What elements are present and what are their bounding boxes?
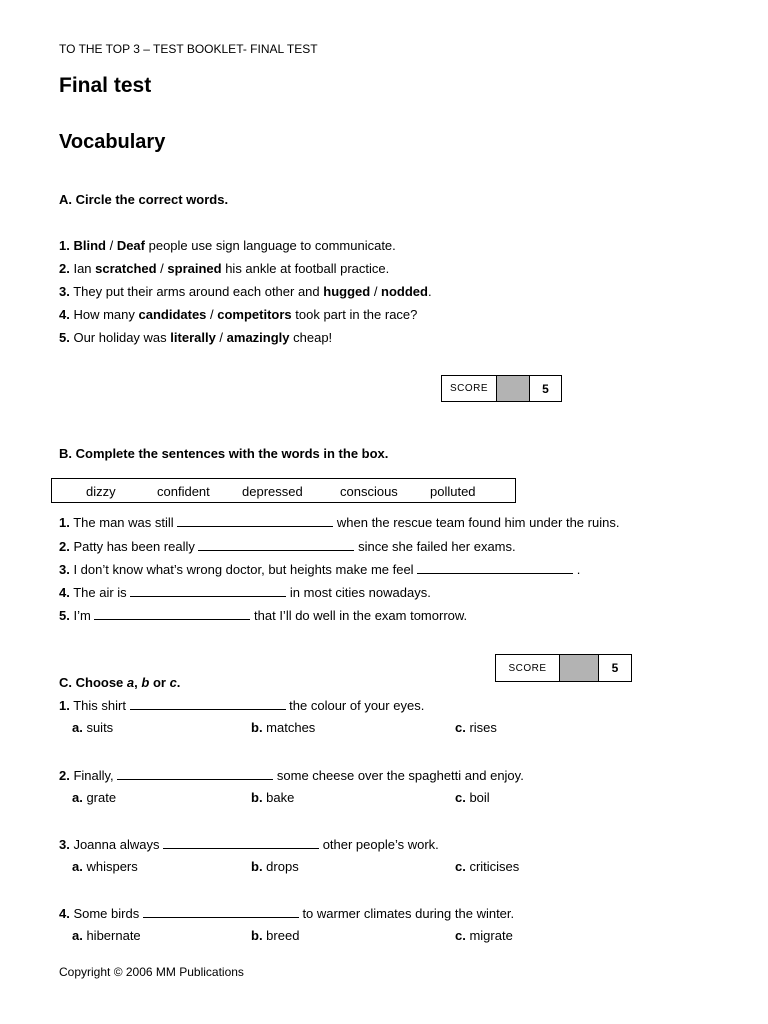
choice-word-1[interactable]: scratched <box>95 261 157 276</box>
choice-word-2[interactable]: amazingly <box>226 330 290 345</box>
item-text: The man was still <box>69 515 178 530</box>
item-text: in most cities nowadays. <box>286 585 431 600</box>
item-number: 5. <box>59 330 70 345</box>
part-c-item-1 <box>59 697 424 713</box>
item-text: took part in the race? <box>291 307 418 322</box>
answer-blank[interactable] <box>177 514 333 527</box>
item-text: people use sign language to communicate. <box>145 238 396 253</box>
option-letter: c. <box>455 859 466 874</box>
option-letter: a. <box>72 790 83 805</box>
item-text: I don’t know what’s wrong doctor, but heights make me feel <box>69 562 418 577</box>
score-box-a <box>441 375 562 402</box>
instruction-text: or <box>149 675 170 690</box>
item-text: other people’s work. <box>319 837 439 852</box>
word-box <box>51 478 516 503</box>
instruction-text: C. Choose <box>59 675 127 690</box>
instruction-letter: c <box>169 675 177 690</box>
option-b[interactable] <box>251 720 315 735</box>
score-label: SCORE <box>442 376 497 401</box>
option-text: hibernate <box>82 928 141 943</box>
word-box-word: depressed <box>242 484 303 499</box>
part-a-item-1 <box>59 238 396 253</box>
option-text: whispers <box>82 859 138 874</box>
option-text: rises <box>465 720 497 735</box>
item-text: . <box>573 562 581 577</box>
word-box-word: polluted <box>430 484 476 499</box>
part-c-instruction <box>59 675 180 690</box>
item-text: They put their arms around each other and <box>69 284 324 299</box>
page-title: Final test <box>59 74 152 97</box>
choice-word-2[interactable]: sprained <box>167 261 222 276</box>
part-c-item-3 <box>59 836 439 852</box>
instruction-text: , <box>134 675 142 690</box>
word-box-word: confident <box>157 484 210 499</box>
option-a[interactable] <box>72 790 116 805</box>
item-number: 3. <box>59 284 70 299</box>
choice-separator: / <box>156 261 168 276</box>
option-a[interactable] <box>72 859 138 874</box>
option-letter: a. <box>72 928 83 943</box>
item-text: since she failed her exams. <box>354 539 516 554</box>
option-text: suits <box>82 720 114 735</box>
part-a-item-4 <box>59 307 417 322</box>
score-label: SCORE <box>496 655 560 681</box>
option-a[interactable] <box>72 720 113 735</box>
part-b-item-5 <box>59 607 467 623</box>
option-text: breed <box>262 928 300 943</box>
score-max: 5 <box>542 381 549 396</box>
page-header: TO THE TOP 3 – TEST BOOKLET- FINAL TEST <box>59 42 318 56</box>
choice-word-1[interactable]: hugged <box>323 284 371 299</box>
part-b-item-2 <box>59 538 516 554</box>
choice-separator: / <box>105 238 117 253</box>
option-letter: c. <box>455 928 466 943</box>
score-input[interactable] <box>497 376 530 401</box>
item-text: the colour of your eyes. <box>285 698 425 713</box>
item-number: 5. <box>59 608 70 623</box>
item-text: some cheese over the spaghetti and enjoy. <box>273 768 524 783</box>
option-c[interactable] <box>455 859 519 874</box>
item-text: The air is <box>69 585 131 600</box>
option-letter: c. <box>455 720 466 735</box>
item-text: Some birds <box>69 906 143 921</box>
choice-separator: / <box>370 284 382 299</box>
option-a[interactable] <box>72 928 141 943</box>
option-letter: b. <box>251 720 263 735</box>
item-number: 4. <box>59 585 70 600</box>
item-text: his ankle at football practice. <box>221 261 390 276</box>
part-b-item-3 <box>59 561 580 577</box>
part-a-item-3 <box>59 284 432 299</box>
choice-separator: / <box>215 330 227 345</box>
item-text: . <box>427 284 432 299</box>
item-text: How many <box>69 307 139 322</box>
option-c[interactable] <box>455 790 490 805</box>
option-b[interactable] <box>251 928 299 943</box>
part-a-item-2 <box>59 261 389 276</box>
item-text: when the rescue team found him under the ruins. <box>333 515 620 530</box>
choice-word-1[interactable]: literally <box>170 330 216 345</box>
item-text: that I’ll do well in the exam tomorrow. <box>250 608 468 623</box>
item-text: Finally, <box>69 768 118 783</box>
option-c[interactable] <box>455 720 497 735</box>
instruction-letter: b <box>141 675 150 690</box>
choice-word-2[interactable]: nodded <box>381 284 428 299</box>
answer-blank[interactable] <box>417 561 573 574</box>
score-input[interactable] <box>560 655 599 681</box>
answer-blank[interactable] <box>163 836 319 849</box>
part-a-item-5 <box>59 330 332 345</box>
part-a-instruction: A. Circle the correct words. <box>59 192 229 207</box>
copyright-footer: Copyright © 2006 MM Publications <box>59 965 244 979</box>
item-number: 4. <box>59 906 70 921</box>
instruction-letter: a <box>126 675 135 690</box>
part-b-item-1 <box>59 514 619 530</box>
word-box-word: dizzy <box>86 484 116 499</box>
part-c-item-4 <box>59 905 514 921</box>
item-text: to warmer climates during the winter. <box>298 906 515 921</box>
option-text: matches <box>262 720 316 735</box>
option-text: bake <box>262 790 295 805</box>
answer-blank[interactable] <box>143 905 299 918</box>
item-text: Joanna always <box>69 837 164 852</box>
option-text: migrate <box>465 928 513 943</box>
item-text: I’m <box>69 608 95 623</box>
option-letter: b. <box>251 928 263 943</box>
choice-word-2[interactable]: Deaf <box>116 238 145 253</box>
option-text: grate <box>82 790 117 805</box>
option-text: drops <box>262 859 299 874</box>
part-b-instruction: B. Complete the sentences with the words in the box. <box>59 446 389 461</box>
choice-word-2[interactable]: competitors <box>217 307 292 322</box>
option-letter: b. <box>251 859 263 874</box>
answer-blank[interactable] <box>130 697 286 710</box>
item-number: 1. <box>59 698 70 713</box>
instruction-text: . <box>176 675 181 690</box>
item-text: This shirt <box>69 698 130 713</box>
item-text: Ian <box>69 261 96 276</box>
option-text: boil <box>465 790 490 805</box>
choice-separator: / <box>206 307 218 322</box>
part-b-item-4 <box>59 584 431 600</box>
item-text: cheap! <box>289 330 333 345</box>
item-number: 4. <box>59 307 70 322</box>
item-text: Our holiday was <box>69 330 171 345</box>
option-b[interactable] <box>251 790 294 805</box>
item-number: 1. <box>59 515 70 530</box>
answer-blank[interactable] <box>94 607 250 620</box>
option-c[interactable] <box>455 928 513 943</box>
option-letter: a. <box>72 859 83 874</box>
item-number: 2. <box>59 261 70 276</box>
item-number: 3. <box>59 562 70 577</box>
option-letter: c. <box>455 790 466 805</box>
option-letter: b. <box>251 790 263 805</box>
item-text: Patty has been really <box>69 539 199 554</box>
item-number: 1. <box>59 238 70 253</box>
answer-blank[interactable] <box>130 584 286 597</box>
answer-blank[interactable] <box>198 538 354 551</box>
choice-word-1[interactable]: candidates <box>138 307 207 322</box>
part-c-item-2 <box>59 767 524 783</box>
choice-word-1[interactable]: Blind <box>73 238 106 253</box>
option-text: criticises <box>465 859 520 874</box>
answer-blank[interactable] <box>117 767 273 780</box>
word-box-word: conscious <box>340 484 398 499</box>
item-number: 3. <box>59 837 70 852</box>
item-number: 2. <box>59 768 70 783</box>
option-b[interactable] <box>251 859 299 874</box>
score-box-b <box>495 654 632 682</box>
section-title: Vocabulary <box>59 131 166 153</box>
score-max: 5 <box>611 661 619 675</box>
item-number: 2. <box>59 539 70 554</box>
option-letter: a. <box>72 720 83 735</box>
